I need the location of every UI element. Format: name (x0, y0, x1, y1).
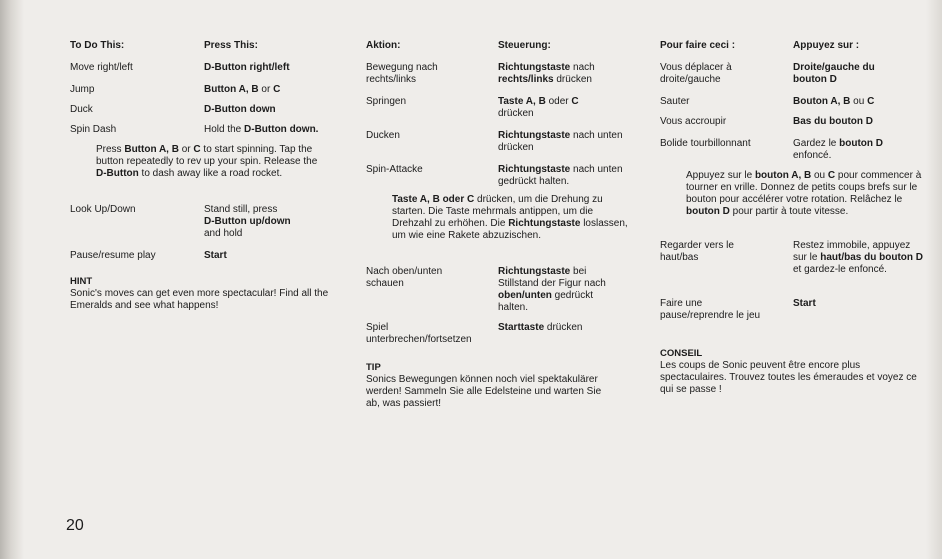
de-row-pause-label: Spiel unterbrechen/fortsetzen (366, 322, 472, 345)
de-row-look-label: Nach oben/unten schauen (366, 266, 443, 289)
fr-header-action: Pour faire ceci : (660, 40, 736, 51)
fr-row-pause-control: Start (793, 298, 816, 309)
de-header-control: Steuerung: (498, 40, 551, 51)
de-row-move-label: Bewegung nach rechts/links (366, 62, 438, 85)
de-header-action: Aktion: (366, 40, 401, 51)
en-row-pause-control: Start (204, 250, 227, 261)
de-row-pause-control: Starttaste drücken (498, 322, 583, 333)
en-row-move-control: D-Button right/left (204, 62, 290, 73)
de-row-look-control: Richtungstaste bei Stillstand der Figur nach oben/unten gedrückt halten. (498, 266, 606, 313)
en-hint-text: Sonic's moves can get even more spectacular! Find all the Emeralds and see what happens! (70, 288, 329, 311)
en-row-jump-control: Button A, B or C (204, 84, 281, 95)
en-row-look-control: Stand still, press D-Button up/down and hold (204, 204, 291, 239)
fr-row-spin-label: Bolide tourbillonnant (660, 138, 751, 149)
fr-row-spin-control: Gardez le bouton D enfoncé. (793, 138, 884, 161)
page-edge-shadow (0, 0, 24, 559)
fr-row-duck-control: Bas du bouton D (793, 116, 873, 127)
en-row-pause-label: Pause/resume play (70, 250, 156, 261)
en-header-action: To Do This: (70, 40, 125, 51)
en-row-duck-control: D-Button down (204, 104, 276, 115)
de-row-move-control: Richtungstaste nach rechts/links drücken (498, 62, 595, 85)
en-header-press: Press This: (204, 40, 258, 51)
fr-row-move-label: Vous déplacer à droite/gauche (660, 62, 732, 85)
en-row-spin-control: Hold the D-Button down. (204, 124, 319, 135)
en-row-look-label: Look Up/Down (70, 204, 136, 215)
de-hint-title: TIP (366, 362, 381, 373)
fr-row-look-control: Restez immobile, appuyez sur le haut/bas du bouton D et gardez-le enfoncé. (793, 240, 923, 275)
fr-row-jump-label: Sauter (660, 96, 690, 107)
en-row-duck-label: Duck (70, 104, 93, 115)
fr-header-control: Appuyez sur : (793, 40, 860, 51)
french-column (660, 40, 926, 396)
de-row-jump-control: Taste A, B oder C drücken (498, 96, 579, 119)
de-row-jump-label: Springen (366, 96, 407, 107)
fr-row-look-label: Regarder vers le haut/bas (660, 240, 734, 263)
fr-row-duck-label: Vous accroupir (660, 116, 727, 127)
en-hint-title: HINT (70, 276, 93, 287)
fr-hint-text: Les coups de Sonic peuvent être encore plus spectaculaires. Trouvez toutes les émeraudes et voyez ce qui se passe ! (660, 360, 917, 395)
en-spin-note: Press Button A, B or C to start spinning. Tap the button repeatedly to rev up your spin. Release the D-Button to dash away like a road rocket. (96, 144, 318, 179)
english-column (70, 40, 350, 312)
fr-spin-note: Appuyez sur le bouton A, B ou C pour commencer à tourner en vrille. Donnez de petits coups brefs sur le bouton pour accélérer votre rotation. Relâchez le bouton D pour partir à toute vitesse. (686, 170, 922, 217)
en-row-spin-label: Spin Dash (70, 124, 117, 135)
en-row-jump-label: Jump (70, 84, 95, 95)
fr-row-pause-label: Faire une pause/reprendre le jeu (660, 298, 761, 321)
de-spin-note: Taste A, B oder C drücken, um die Drehung zu starten. Die Taste mehrmals antippen, um die Drehzahl zu erhöhen. Die Richtungstaste loslassen, um wie eine Rakete abzuzischen. (392, 194, 628, 241)
en-row-move-label: Move right/left (70, 62, 133, 73)
de-row-spin-control: Richtungstaste nach unten gedrückt halten. (498, 164, 623, 187)
fr-row-jump-control: Bouton A, B ou C (793, 96, 875, 107)
german-column (366, 40, 636, 410)
de-row-duck-control: Richtungstaste nach unten drücken (498, 130, 623, 153)
page-number: 20 (66, 517, 84, 534)
de-row-spin-label: Spin-Attacke (366, 164, 423, 175)
binding-gutter (926, 0, 942, 559)
fr-row-move-control: Droite/gauche du bouton D (793, 62, 875, 85)
fr-hint-title: CONSEIL (660, 348, 703, 359)
de-row-duck-label: Ducken (366, 130, 400, 141)
de-hint-text: Sonics Bewegungen können noch viel spektakulärer werden! Sammeln Sie alle Edelsteine und warten Sie ab, was passiert! (366, 374, 602, 409)
